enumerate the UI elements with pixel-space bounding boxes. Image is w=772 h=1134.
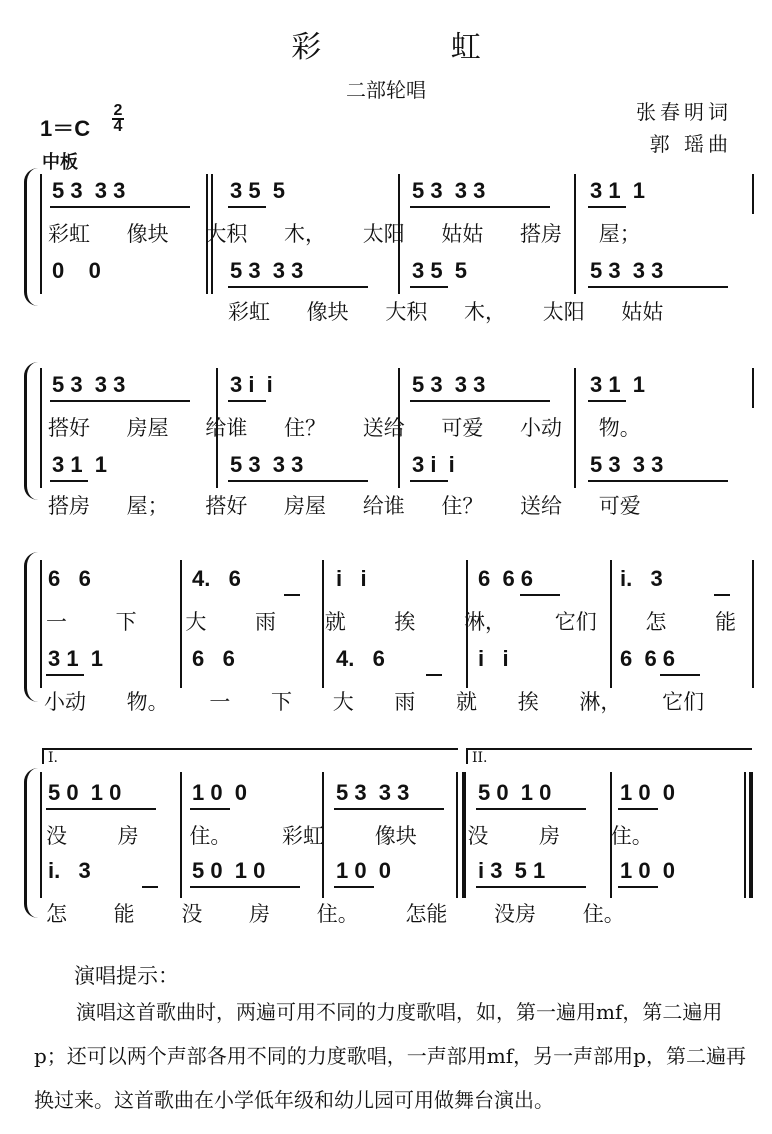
score-system-4: [0, 748, 772, 928]
time-signature: [112, 104, 124, 134]
measure-notes: 5 3 3 3: [52, 372, 126, 397]
tempo-marking: 中板: [42, 152, 78, 173]
voice1-lyrics: 没 房 住。 彩虹 像块 没 房 住。: [46, 824, 653, 848]
measure-notes: 5 0 1 0: [478, 780, 552, 805]
voice1-lyrics: 搭好 房屋 给谁 住？ 送给 可爱 小动 物。: [48, 416, 641, 440]
score-system-3: [0, 552, 772, 712]
measure-notes: i i: [336, 566, 367, 591]
measure-notes: i. 3: [48, 858, 91, 883]
measure-notes: 4. 6: [336, 646, 385, 671]
measure-notes: 5 3 3 3: [590, 258, 664, 283]
system-brace: [24, 168, 39, 306]
measure-notes: 3 1 1: [590, 178, 646, 203]
measure-notes: 1 0 0: [620, 780, 676, 805]
measure-notes: 5 3 3 3: [230, 452, 304, 477]
measure-notes: 6 6: [192, 646, 235, 671]
measure-notes: 4. 6: [192, 566, 241, 591]
system-brace: [24, 362, 39, 500]
measure-notes: 5 0 1 0: [48, 780, 122, 805]
measure-notes: 3 5 5: [412, 258, 468, 283]
time-top: 2: [113, 102, 123, 119]
measure-notes: 0 0: [52, 258, 101, 283]
song-title: 彩 虹: [291, 30, 541, 65]
measure-notes: 3 1 1: [52, 452, 108, 477]
measure-notes: 5 3 3 3: [336, 780, 410, 805]
second-ending: II.: [466, 748, 752, 764]
voice1-lyrics: 彩虹 像块 大积 木， 太阳 姑姑 搭房 屋；: [48, 222, 641, 246]
voice1-lyrics: 一 下 大 雨 就 挨 淋， 它们 怎 能: [46, 610, 737, 634]
time-bottom: 4: [113, 118, 123, 135]
measure-notes: 3 1 1: [590, 372, 646, 397]
performance-tips-body: 演唱这首歌曲时，两遍可用不同的力度歌唱，如，第一遍用mf，第二遍用p；还可以两个声部各用不同的力度歌唱，一声部用mf，另一声部用p，第二遍再换过来。这首歌曲在小学低年级和幼儿园可用做舞台演出。: [34, 1000, 746, 1112]
measure-notes: 3 i i: [230, 372, 273, 397]
score-system-1: [0, 168, 772, 324]
measure-notes: 1 0 0: [336, 858, 392, 883]
performance-tips-heading: 演唱提示：: [74, 964, 179, 988]
measure-notes: 3 1 1: [48, 646, 104, 671]
composer-credit: 郭 瑶曲: [649, 132, 732, 156]
measure-notes: 5 3 3 3: [412, 372, 486, 397]
measure-notes: 1 0 0: [620, 858, 676, 883]
measure-notes: 1 0 0: [192, 780, 248, 805]
key-signature: 1＝C: [40, 116, 91, 141]
measure-notes: 3 i i: [412, 452, 455, 477]
measure-notes: 5 3 3 3: [230, 258, 304, 283]
first-ending: I.: [42, 748, 458, 764]
measure-notes: 6 6 6: [478, 566, 534, 591]
system-brace: [24, 768, 39, 918]
measure-notes: 6 6: [48, 566, 91, 591]
voice2-lyrics: 搭房 屋； 搭好 房屋 给谁 住？ 送给 可爱: [48, 494, 641, 518]
measure-notes: 5 0 1 0: [192, 858, 266, 883]
measure-notes: 6 6 6: [620, 646, 676, 671]
score-system-2: [0, 362, 772, 518]
system-brace: [24, 552, 39, 702]
lyricist-credit: 张春明词: [636, 100, 732, 124]
voice2-lyrics: 怎 能 没 房 住。 怎能 没房 住。: [46, 902, 625, 926]
measure-notes: 5 3 3 3: [52, 178, 126, 203]
measure-notes: i. 3: [620, 566, 663, 591]
measure-notes: 3 5 5: [230, 178, 286, 203]
voice2-lyrics: 彩虹 像块 大积 木， 太阳 姑姑: [228, 300, 664, 324]
measure-notes: 5 3 3 3: [412, 178, 486, 203]
measure-notes: 5 3 3 3: [590, 452, 664, 477]
measure-notes: i 3 5 1: [478, 858, 546, 883]
song-subtitle: 二部轮唱: [346, 78, 426, 102]
measure-notes: i i: [478, 646, 509, 671]
voice2-lyrics: 小动 物。 一 下 大 雨 就 挨 淋， 它们: [44, 690, 705, 714]
